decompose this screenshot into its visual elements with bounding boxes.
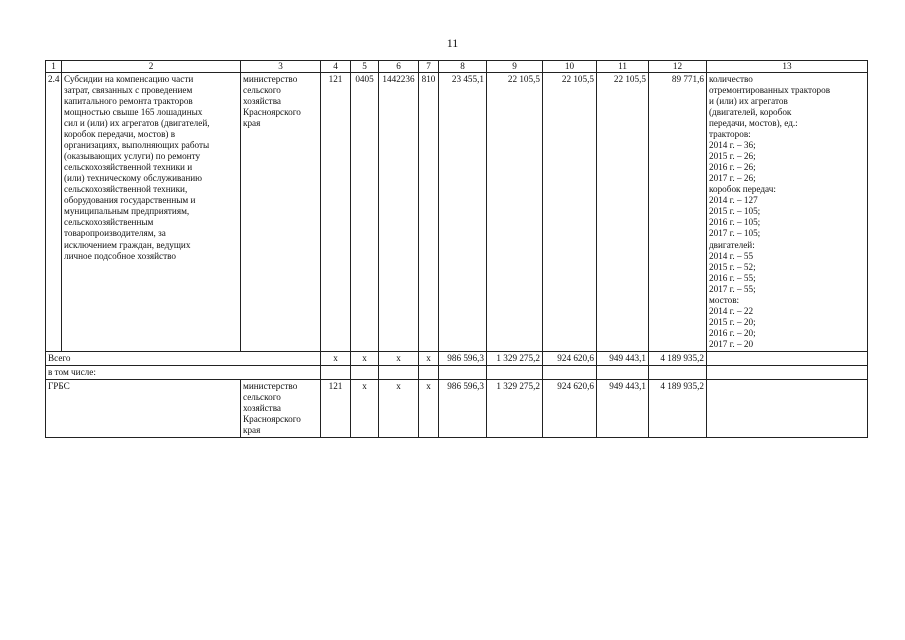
description-line: (оказывающих услуги) по ремонту [64,151,201,162]
result-line: тракторов: [709,129,751,140]
description-line: сельскохозяйственным [64,217,154,228]
total-2016: 924 620,6 [543,351,597,365]
page-number: 11 [446,36,459,50]
executor-line: края [243,425,261,435]
total-2015: 1 329 275,2 [487,351,543,365]
grbs-2015: 1 329 275,2 [487,379,543,437]
result-line: 2015 г. – 20; [709,316,756,327]
description-line: сельскохозяйственной техники и [64,162,193,173]
empty-cell [419,365,439,379]
expected-result-cell [707,73,868,352]
grbs-sum: 4 189 935,2 [649,379,707,437]
description-line: оборудования государственным и [64,195,196,206]
result-line: мостов: [709,294,740,305]
result-line: 2015 г. – 52; [709,261,756,272]
budget-table [45,60,868,438]
header-cell: 2 [62,61,241,73]
grbs-label: ГРБС [46,379,241,437]
amount-total: 89 771,6 [649,73,707,352]
grbs-2016: 924 620,6 [543,379,597,437]
executor-line: министерство [243,380,298,391]
result-line: двигателей: [709,239,755,250]
grbs-executor-cell [241,379,321,437]
header-cell: 12 [649,61,707,73]
grbs-c6: х [379,379,419,437]
description-line: товаропроизводителям, за [64,228,166,239]
header-cell: 6 [379,61,419,73]
header-cell: 7 [419,61,439,73]
grbs-c4: 121 [321,379,351,437]
header-cell: 11 [597,61,649,73]
description-cell [62,73,241,352]
total-label: Всего [46,351,321,365]
description-line: организациях, выполняющих работы [64,140,210,151]
description-line: исключением граждан, ведущих [64,239,191,250]
executor-line: Красноярского [243,413,301,424]
total-c6: х [379,351,419,365]
result-line: 2014 г. – 55 [709,250,754,261]
empty-cell [351,365,379,379]
amount-2015: 22 105,5 [487,73,543,352]
empty-cell [379,365,419,379]
including-label: в том числе: [46,365,321,379]
header-cell: 1 [46,61,62,73]
header-cell: 13 [707,61,868,73]
grbs-c5: х [351,379,379,437]
result-line: 2017 г. – 55; [709,283,756,294]
description-line: мощностью свыше 165 лошадиных [64,107,203,118]
total-sum: 4 189 935,2 [649,351,707,365]
executor-line: хозяйства [243,96,281,107]
executor-line: министерство [243,74,298,85]
grbs-c7: х [419,379,439,437]
result-line: и (или) их агрегатов [709,96,788,107]
header-cell: 5 [351,61,379,73]
table-row-total [46,351,868,365]
grbs-code: 121 [321,73,351,352]
table-row-main [46,73,868,352]
total-2014: 986 596,3 [439,351,487,365]
csr-code: 1442236 [379,73,419,352]
grbs-2017: 949 443,1 [597,379,649,437]
total-empty-cell [707,351,868,365]
executor-line: Красноярского [243,107,301,118]
executor-line: хозяйства [243,402,281,413]
result-line: отремонтированных тракторов [709,85,831,96]
result-line: (двигателей, коробок [709,107,792,118]
description-line: сил и (или) их агрегатов (двигателей, [64,118,210,129]
executor-line: края [243,118,261,129]
description-line: сельскохозяйственной техники, [64,184,188,195]
empty-cell [487,365,543,379]
result-line: количество [709,74,753,85]
grbs-2014: 986 596,3 [439,379,487,437]
row-number: 2.4 [46,73,62,352]
result-line: 2017 г. – 105; [709,228,761,239]
executor-line: сельского [243,85,281,96]
result-line: 2016 г. – 20; [709,327,756,338]
result-line: 2014 г. – 36; [709,140,756,151]
total-c5: х [351,351,379,365]
result-line: 2016 г. – 26; [709,162,756,173]
executor-cell [241,73,321,352]
description-line: затрат, связанных с проведением [64,85,193,96]
executor-line: сельского [243,391,281,402]
result-line: 2014 г. – 22 [709,305,754,316]
rzpr-code: 0405 [351,73,379,352]
vr-code: 810 [419,73,439,352]
table-row-including [46,365,868,379]
description-line: коробок передачи, мостов) в [64,129,176,140]
result-line: 2014 г. – 127 [709,195,758,206]
header-cell: 4 [321,61,351,73]
grbs-empty-cell [707,379,868,437]
empty-cell [707,365,868,379]
empty-cell [321,365,351,379]
total-c7: х [419,351,439,365]
result-line: 2016 г. – 55; [709,272,756,283]
empty-cell [597,365,649,379]
result-line: коробок передач: [709,184,776,195]
amount-2017: 22 105,5 [597,73,649,352]
description-line: (или) техническому обслуживанию [64,173,203,184]
description-line: Субсидии на компенсацию части [64,74,194,85]
header-cell: 10 [543,61,597,73]
description-line: капитального ремонта тракторов [64,96,193,107]
header-cell: 8 [439,61,487,73]
result-line: 2017 г. – 20 [709,338,754,349]
empty-cell [439,365,487,379]
header-row [46,61,868,73]
result-line: 2016 г. – 105; [709,217,761,228]
empty-cell [543,365,597,379]
amount-2014: 23 455,1 [439,73,487,352]
result-line: 2017 г. – 26; [709,173,756,184]
result-line: 2015 г. – 105; [709,206,761,217]
total-2017: 949 443,1 [597,351,649,365]
description-line: муниципальным предприятиям, [64,206,190,217]
header-cell: 9 [487,61,543,73]
result-line: 2015 г. – 26; [709,151,756,162]
total-c4: х [321,351,351,365]
amount-2016: 22 105,5 [543,73,597,352]
header-cell: 3 [241,61,321,73]
description-line: личное подсобное хозяйство [64,250,176,261]
empty-cell [649,365,707,379]
result-line: передачи, мостов), ед.: [709,118,798,129]
table-row-grbs [46,379,868,437]
